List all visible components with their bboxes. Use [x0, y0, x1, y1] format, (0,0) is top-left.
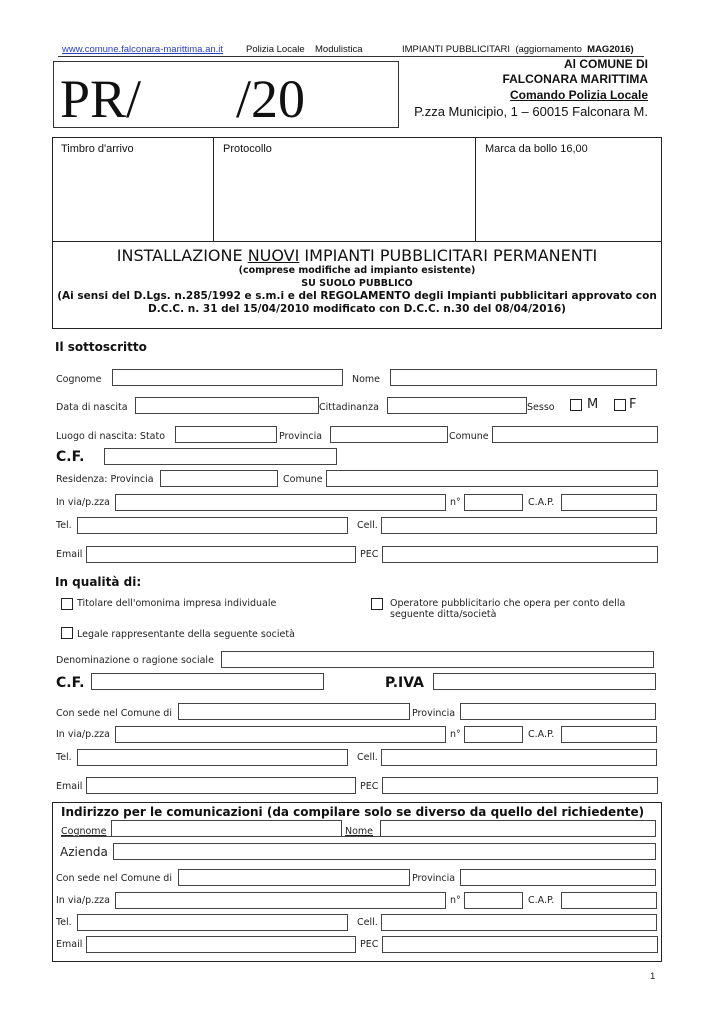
company-phone-field[interactable]	[77, 749, 348, 766]
birth-date-label: Data di nascita	[56, 402, 128, 413]
company-province-label: Provincia	[412, 708, 456, 719]
company-zip-field[interactable]	[561, 726, 657, 743]
company-email-field[interactable]	[86, 777, 356, 794]
comm-street-label: In via/p.zza	[56, 895, 110, 906]
applicant-surname-label: Cognome	[56, 374, 102, 385]
residence-municipality-label: Comune	[283, 474, 323, 485]
company-pec-field[interactable]	[382, 777, 658, 794]
comm-province-field[interactable]	[460, 869, 656, 886]
applicant-pec-label: PEC	[360, 549, 379, 560]
comm-number-field[interactable]	[464, 892, 523, 909]
form-title: INSTALLAZIONE NUOVI IMPIANTI PUBBLICITARI PERMANENTI	[116, 246, 598, 265]
birth-province-label: Provincia	[279, 431, 323, 442]
applicant-phone-label: Tel.	[56, 520, 72, 531]
company-province-field[interactable]	[460, 703, 656, 720]
protocol-prefix: PR/	[60, 69, 142, 129]
title-law2: D.C.C. n. 31 del 15/04/2010 modificato con D.C.C. n.30 del 08/04/2016)	[148, 303, 566, 315]
stamp-duty-label: Marca da bollo 16,00	[485, 143, 588, 155]
comm-zip-field[interactable]	[561, 892, 657, 909]
operator-label-1: Operatore pubblicitario che opera per conto della	[390, 598, 626, 609]
title-sub2: SU SUOLO PUBBLICO	[301, 278, 413, 289]
applicant-email-field[interactable]	[86, 546, 356, 563]
residence-province-label: Residenza: Provincia	[56, 474, 154, 485]
comm-company-label: Azienda	[60, 845, 108, 859]
comm-mobile-label: Cell.	[357, 917, 378, 928]
comm-company-field[interactable]	[113, 843, 656, 860]
residence-street-field[interactable]	[115, 494, 446, 511]
company-mobile-label: Cell.	[357, 752, 378, 763]
header-dept: Polizia Locale	[246, 44, 305, 55]
sex-m-label: M	[587, 397, 599, 412]
applicant-heading: Il sottoscritto	[55, 340, 147, 354]
sex-label: Sesso	[527, 402, 555, 413]
comm-province-label: Provincia	[412, 873, 456, 884]
protocol-suffix: /20	[236, 69, 306, 129]
company-seat-label: Con sede nel Comune di	[56, 708, 172, 719]
company-mobile-field[interactable]	[381, 749, 657, 766]
company-street-field[interactable]	[115, 726, 446, 743]
company-name-label: Denominazione o ragione sociale	[56, 655, 214, 666]
stamp-duty-cell	[475, 137, 662, 242]
title-sub1: (comprese modifiche ad impianto esistente)	[238, 265, 476, 276]
company-pec-label: PEC	[360, 781, 379, 792]
birth-state-label: Luogo di nascita: Stato	[56, 431, 166, 442]
recipient-line1: Al COMUNE DI	[564, 57, 648, 71]
birth-date-field[interactable]	[135, 397, 319, 414]
operator-label-2: seguente ditta/società	[390, 609, 497, 620]
residence-number-label: n°	[450, 497, 461, 508]
recipient-line4: P.zza Municipio, 1 – 60015 Falconara M.	[414, 104, 648, 119]
title-law1: (Ai sensi del D.Lgs. n.285/1992 e s.m.i e del REGOLAMENTO degli Impianti pubblicitari approvato con	[57, 290, 657, 302]
comm-email-label: Email	[56, 939, 83, 950]
birth-province-field[interactable]	[330, 426, 448, 443]
company-cf-label: C.F.	[56, 675, 85, 691]
comm-name-field[interactable]	[380, 820, 656, 837]
owner-checkbox[interactable]	[61, 598, 73, 610]
arrival-stamp-label: Timbro d'arrivo	[61, 143, 134, 155]
applicant-mobile-label: Cell.	[357, 520, 378, 531]
comm-surname-field[interactable]	[111, 820, 342, 837]
residence-zip-label: C.A.P.	[528, 497, 555, 508]
company-phone-label: Tel.	[56, 752, 72, 763]
comm-number-label: n°	[450, 895, 461, 906]
sex-f-label: F	[629, 397, 637, 412]
comm-phone-field[interactable]	[77, 914, 348, 931]
comm-name-label: Nome	[345, 826, 374, 837]
sex-m-checkbox[interactable]	[570, 399, 582, 411]
residence-municipality-field[interactable]	[326, 470, 658, 487]
company-email-label: Email	[56, 781, 83, 792]
comm-seat-label: Con sede nel Comune di	[56, 873, 172, 884]
residence-number-field[interactable]	[464, 494, 523, 511]
page-number: 1	[650, 971, 656, 982]
comm-mobile-field[interactable]	[381, 914, 657, 931]
company-name-field[interactable]	[221, 651, 654, 668]
comm-street-field[interactable]	[115, 892, 446, 909]
owner-label: Titolare dell'omonima impresa individuale	[77, 598, 277, 609]
company-vat-field[interactable]	[433, 673, 656, 690]
company-street-label: In via/p.zza	[56, 729, 110, 740]
header-topic: IMPIANTI PUBBLICITARI (aggiornamento MAG2016)	[402, 44, 634, 55]
comm-zip-label: C.A.P.	[528, 895, 555, 906]
residence-street-label: In via/p.zza	[56, 497, 110, 508]
company-vat-label: P.IVA	[385, 675, 424, 691]
applicant-mobile-field[interactable]	[381, 517, 657, 534]
birth-municipality-label: Comune	[449, 431, 489, 442]
comm-pec-field[interactable]	[382, 936, 658, 953]
recipient-line2: FALCONARA MARITTIMA	[502, 72, 648, 86]
applicant-name-field[interactable]	[390, 369, 657, 386]
citizenship-label: Cittadinanza	[319, 402, 379, 413]
comm-pec-label: PEC	[360, 939, 379, 950]
applicant-cf-field[interactable]	[104, 448, 337, 465]
comm-phone-label: Tel.	[56, 917, 72, 928]
company-zip-label: C.A.P.	[528, 729, 555, 740]
birth-municipality-field[interactable]	[492, 426, 658, 443]
comm-email-field[interactable]	[86, 936, 356, 953]
applicant-cf-label: C.F.	[56, 449, 85, 465]
legal-rep-label: Legale rappresentante della seguente società	[77, 629, 295, 640]
legal-rep-checkbox[interactable]	[61, 627, 73, 639]
residence-province-field[interactable]	[160, 470, 278, 487]
company-number-label: n°	[450, 729, 461, 740]
applicant-phone-field[interactable]	[77, 517, 348, 534]
capacity-heading: In qualità di:	[55, 575, 142, 589]
comm-surname-label: Cognome	[61, 826, 107, 837]
citizenship-field[interactable]	[387, 397, 527, 414]
comm-seat-field[interactable]	[178, 869, 410, 886]
company-cf-field[interactable]	[91, 673, 324, 690]
header-section: Modulistica	[315, 44, 363, 55]
arrival-stamp-cell	[52, 137, 214, 242]
protocol-cell	[213, 137, 476, 242]
company-number-field[interactable]	[464, 726, 523, 743]
protocol-label: Protocollo	[223, 143, 272, 155]
header-url[interactable]: www.comune.falconara-marittima.an.it	[62, 44, 224, 55]
company-seat-field[interactable]	[178, 703, 410, 720]
applicant-email-label: Email	[56, 549, 83, 560]
applicant-surname-field[interactable]	[112, 369, 343, 386]
communications-heading: Indirizzo per le comunicazioni (da compilare solo se diverso da quello del richiedente)	[61, 805, 645, 819]
birth-state-field[interactable]	[175, 426, 277, 443]
applicant-pec-field[interactable]	[382, 546, 658, 563]
recipient-line3: Comando Polizia Locale	[509, 88, 648, 102]
residence-zip-field[interactable]	[561, 494, 657, 511]
sex-f-checkbox[interactable]	[614, 399, 626, 411]
header-rule	[58, 56, 644, 57]
operator-checkbox[interactable]	[371, 598, 383, 610]
applicant-name-label: Nome	[352, 374, 381, 385]
